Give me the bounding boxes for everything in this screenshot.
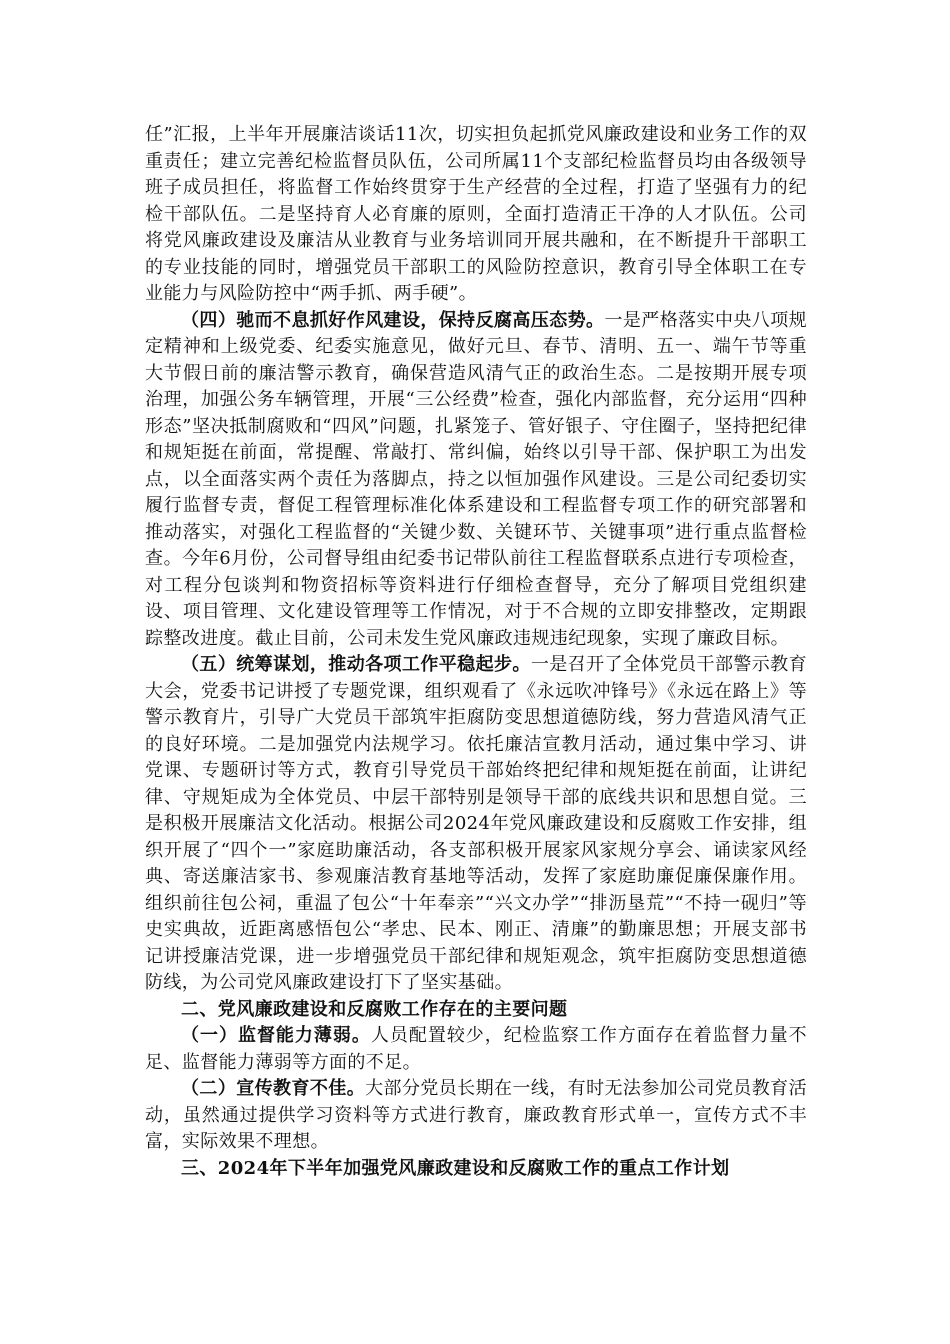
document-page bbox=[145, 122, 807, 1182]
section-lead: （五）统筹谋划，推动各项工作平稳起步。 bbox=[181, 654, 531, 675]
paragraph-section-4 bbox=[145, 308, 807, 653]
section-lead: （四）驰而不息抓好作风建设，保持反腐高压态势。 bbox=[181, 309, 605, 331]
paragraph-problem-1 bbox=[145, 1023, 807, 1076]
section-lead: （一）监督能力薄弱。 bbox=[181, 1025, 371, 1046]
paragraph-body: 一是严格落实中央八项规定精神和上级党委、纪委实施意见，做好元旦、春节、清明、五一、端午节等重大节假日前的廉洁警示教育，确保营造风清气正的政治生态。二是按期开展专项治理，加强公务车辆管理，开展“三公经费”检查，强化内部监督，充分运用“四种形态”坚决抵制腐败和“四风”问题，扎紧笼子、管好银子、守住圈子，坚持把纪律和规矩挺在前面，常提醒、常敲打、常纠偏，始终以引导干部、保护职工为出发点，以全面落实两个责任为落脚点，持之以恒加强作风建设。三是公司纪委切实履行监督专责，督促工程管理标准化体系建设和工程监督专项工作的研究部署和推动落实，对强化工程监督的“关键少数、关键环节、关键事项”进行重点监督检查。今年6月份，公司督导组由纪委书记带队前往工程监督联系点进行专项检查，对工程分包谈判和物资招标等资料进行仔细检查督导，充分了解项目党组织建设、项目管理、文化建设管理等工作情况，对于不合规的立即安排整改，定期跟踪整改进度。截止目前，公司未发生党风廉政违规违纪现象，实现了廉政目标。 bbox=[145, 309, 808, 649]
heading-plan: 三、2024年下半年加强党风廉政建设和反腐败工作的重点工作计划 bbox=[181, 1157, 730, 1179]
paragraph-body: 人员配置较少，纪检监察工作方面存在着监督力量不足、监督能力薄弱等方面的不足。 bbox=[145, 1025, 807, 1073]
paragraph-body: 一是召开了全体党员干部警示教育大会，党委书记讲授了专题党课，组织观看了《永远吹冲锋号》《永远在路上》等警示教育片，引导广大党员干部筑牢拒腐防变思想道德防线，努力营造风清气正的良好环境。二是加强党内法规学习。依托廉洁宣教月活动，通过集中学习、讲党课、专题研讨等方式，教育引导党员干部始终把纪律和规矩挺在前面，让讲纪律、守规矩成为全体党员、中层干部特别是领导干部的底线共识和思想自觉。三是积极开展廉洁文化活动。根据公司2024年党风廉政建设和反腐败工作安排，组织开展了“四个一”家庭助廉活动，各支部积极开展家风家规分享会、诵读家风经典、寄送廉洁家书、参观廉洁教育基地等活动，发挥了家庭助廉促廉保廉作用。组织前往包公祠，重温了包公“十年奉亲”“兴文办学”“排沥垦荒”“不持一砚归”等史实典故，近距离感悟包公“孝忠、民本、刚正、清廉”的勤廉思想；开展支部书记讲授廉洁党课，进一步增强党员干部纪律和规矩观念，筑牢拒腐防变思想道德防线，为公司党风廉政建设打下了坚实基础。 bbox=[145, 654, 807, 993]
paragraph-body: 大部分党员长期在一线，有时无法参加公司党员教育活动，虽然通过提供学习资料等方式进行教育，廉政教育形式单一，宣传方式不丰富，实际效果不理想。 bbox=[145, 1078, 807, 1152]
section-lead: （二）宣传教育不佳。 bbox=[181, 1078, 366, 1099]
paragraph-continuation bbox=[145, 122, 807, 308]
paragraph-problem-2 bbox=[145, 1076, 807, 1156]
paragraph-section-5 bbox=[145, 652, 807, 997]
paragraph-body: 任”汇报，上半年开展廉洁谈话11次，切实担负起抓党风廉政建设和业务工作的双重责任；建立完善纪检监督员队伍，公司所属11个支部纪检监督员均由各级领导班子成员担任，将监督工作始终贯穿于生产经营的全过程，打造了坚强有力的纪检干部队伍。二是坚持育人必育廉的原则，全面打造清正干净的人才队伍。公司将党风廉政建设及廉洁从业教育与业务培训同开展共融和，在不断提升干部职工的专业技能的同时，增强党员干部职工的风险防控意识，教育引导全体职工在专业能力与风险防控中“两手抓、两手硬”。 bbox=[145, 124, 807, 304]
heading-problems: 二、党风廉政建设和反腐败工作存在的主要问题 bbox=[181, 998, 568, 1020]
